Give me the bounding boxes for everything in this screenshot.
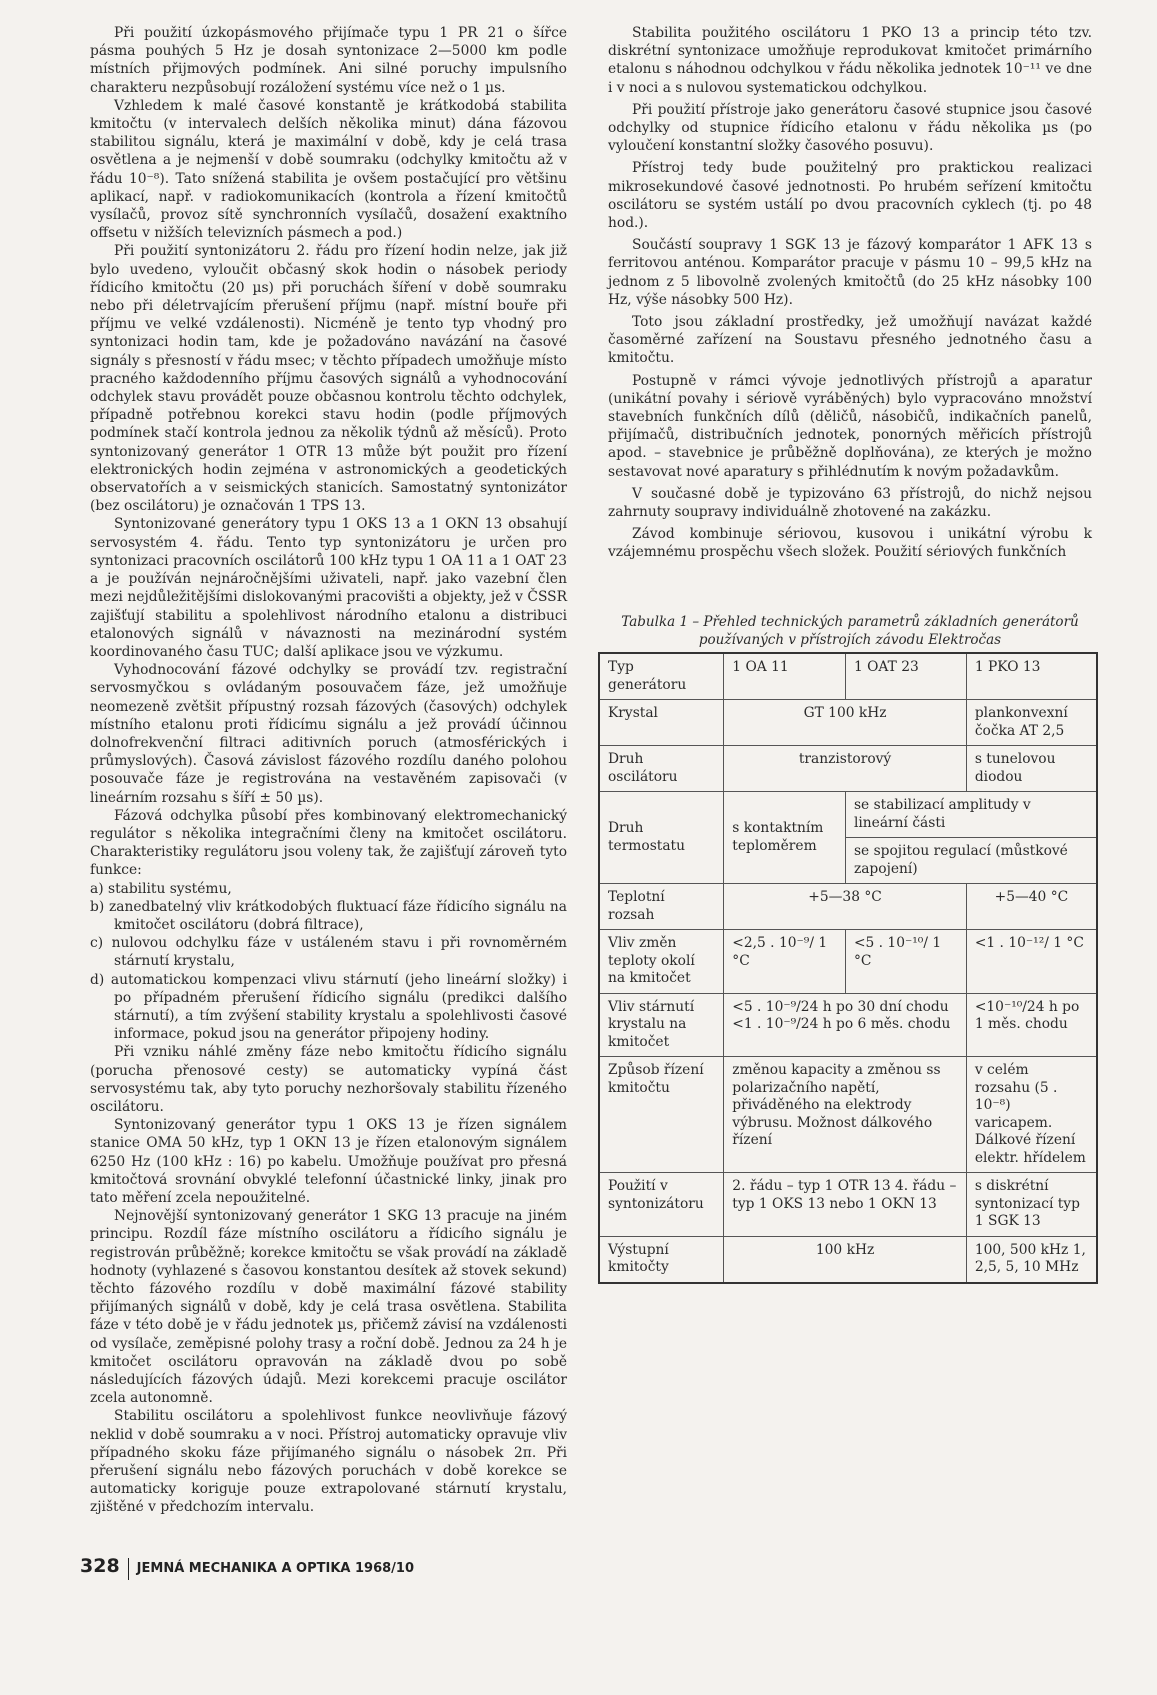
table-cell: s tunelovou diodou <box>966 746 1097 792</box>
paragraph: Při použití syntonizátoru 2. řádu pro řízení hodin nelze, jak již bylo uvedeno, vyloučit občasný skok hodin o násobek periody řídicího kmitočtu (20 µs) při poruchách šíření v době soumraku nebo při déletrvajícím přerušení příjmu (např. místní bouře při příjmu ve velké vzdálenosti). Nicméně je tento typ vhodný pro syntonizaci hodin tam, kde je požadováno navázání na časové signály s přesností v řádu msec; v těchto případech umožňuje místo pracného každodenního příjmu časových signálů a vyhodnocování odchylek stavu provádět pouze občasnou kontrolu těchto odchylek, případně potřebnou korekci stavu hodin (podle příjmových podmínek stačí kontrola jednou za několik týdnů až měsíců). Proto syntonizovaný generátor 1 OTR 13 může být použit pro řízení elektronických hodin zejména v astronomických a geodetických observatořích a v seismických stanicích. Samostatný syntonizátor (bez oscilátoru) je označován 1 TPS 13. <box>90 243 567 515</box>
row-label: Vliv změn teploty okolí na kmitočet <box>599 930 724 994</box>
table-row <box>599 700 1097 746</box>
row-label: Vliv stárnutí krystalu na kmitočet <box>599 993 724 1057</box>
table-cell: tranzistorový <box>724 746 967 792</box>
table-cell: změnou kapacity a změnou ss polarizačního napětí, přiváděného na elektrody výbrusu. Možnost dálkového řízení <box>724 1057 967 1173</box>
table-row <box>599 884 1097 930</box>
function-list <box>90 880 567 1044</box>
list-item: a) stabilitu systému, <box>90 880 232 897</box>
row-label: Použití v syntonizátoru <box>599 1173 724 1237</box>
list-item: b) zanedbatelný vliv krátkodobých fluktuací fáze řídicího signálu na kmitočet oscilátoru (dobrá filtrace), <box>90 898 567 933</box>
table-cell: s diskrétní syntonizací typ 1 SGK 13 <box>966 1173 1097 1237</box>
row-label: Druh termostatu <box>599 792 724 884</box>
paragraph: Vyhodnocování fázové odchylky se provádí tzv. registrační servosmyčkou s ovládaným posouvačem fáze, jež umožňuje neomezeně zvětšit přípustný rozsah fázových (časových) odchylek místního etalonu proti řídicímu signálu a jež provádí účinnou dolnofrekvenční filtraci aditivních poruch (atmosférických i průmyslových). Časová závislost fázového rozdílu daného polohou posouvače fáze je registrována na vestavěném zapisovači (v lineárním rozsahu s šíří ± 50 µs). <box>90 662 567 806</box>
table-cell: <10⁻¹⁰/24 h po 1 měs. chodu <box>966 993 1097 1057</box>
right-column <box>608 24 1092 562</box>
table-caption: Tabulka 1 – Přehled technických parametrů základních generátorů používaných v přístrojích závodu Elektročas <box>621 614 1079 648</box>
page-footer <box>80 1555 414 1580</box>
row-label: Výstupní kmitočty <box>599 1236 724 1283</box>
list-item: d) automatickou kompenzaci vlivu stárnutí (jeho lineární složky) i po případném přerušení řídicího signálu (predikci dalšího stárnutí), a tím zvýšení stability krystalu a spolehlivosti časové informace, pokud jsou na generátor připojeny hodiny. <box>90 971 567 1043</box>
table-row <box>599 930 1097 994</box>
table-cell: <2,5 . 10⁻⁹/ 1 °C <box>724 930 846 994</box>
paragraph: Stabilita použitého oscilátoru 1 PKO 13 a princip této tzv. diskrétní syntonizace umožňuje reprodukovat kmitočet primárního etalonu s náhodnou odchylkou v řádu několika jednotek 10⁻¹¹ ve dne i v noci a s nulovou systematickou odchylkou. <box>608 25 1092 96</box>
paragraph: Přístroj tedy bude použitelný pro praktickou realizaci mikrosekundové časové jednotnosti. Po hrubém seřízení kmitočtu oscilátoru se systém ustálí po dvou pracovních cyklech (tj. po 48 hod.). <box>608 160 1092 232</box>
paragraph: Syntonizované generátory typu 1 OKS 13 a 1 OKN 13 obsahují servosystém 4. řádu. Tento typ syntonizátoru je určen pro syntonizaci pracovních oscilátorů 100 kHz typu 1 OA 11 a 1 OAT 23 a je používán nejnáročnějšími uživateli, např. jako vazební člen mezi nejdůležitějšími dislokovanými pracovišti a objekty, jež v ČSSR zajišťují stabilitu a spolehlivost národního etalonu a distribuci etalonových signálů v návaznosti na mezinárodní systém koordinovaného času TUC; další aplikace jsou ve výzkumu. <box>90 516 567 660</box>
table-cell: +5—38 °C <box>724 884 967 930</box>
paragraph: Toto jsou základní prostředky, jež umožňují navázat každé časoměrné zařízení na Soustavu přesného jednotného času a kmitočtu. <box>608 314 1092 367</box>
paragraph: Při vzniku náhlé změny fáze nebo kmitočtu řídicího signálu (porucha přenosové cesty) se automaticky vypíná část servosystému tak, aby tyto poruchy nezhoršovaly stabilitu řízeného oscilátoru. <box>90 1044 567 1115</box>
table-cell: se spojitou regulací (můstkové zapojení) <box>845 838 1097 884</box>
row-label: Krystal <box>599 700 724 746</box>
table-cell: 100 kHz <box>724 1236 967 1283</box>
table-cell: <5 . 10⁻⁹/24 h po 30 dní chodu <1 . 10⁻⁹/24 h po 6 měs. chodu <box>724 993 967 1057</box>
paragraph: Při použití přístroje jako generátoru časové stupnice jsou časové odchylky od stupnice řídicího etalonu v řádu několika µs (po vyloučení konstantní složky časového posuvu). <box>608 101 1092 155</box>
table-cell: <1 . 10⁻¹²/ 1 °C <box>966 930 1097 994</box>
row-label: Druh oscilátoru <box>599 746 724 792</box>
table-cell: GT 100 kHz <box>724 700 967 746</box>
table-row <box>599 746 1097 792</box>
table-row <box>599 792 1097 838</box>
page-number: 328 <box>80 1555 120 1577</box>
table-cell: plankonvexní čočka AT 2,5 <box>966 700 1097 746</box>
paragraph: Nejnovější syntonizovaný generátor 1 SKG 13 pracuje na jiném principu. Rozdíl fáze místního oscilátoru a řídicího signálu je registrován průběžně; korekce kmitočtu se však provádí na základě hodnoty (vyhlazené s časovou konstantou desítek až stovek sekund) těchto fázového rozdílu v době maximální fázové stability přijímaných signálů v době, kdy je celá trasa osvětlena. Stabilita fáze v této době je v řádu jednotek µs, přičemž závisí na vzdálenosti od vysílače, zeměpisné polohy trasy a roční době. Jednou za 24 h je kmitočet oscilátoru opravován na základě dvou po sobě následujících fázových údajů. Mezi korekcemi pracuje oscilátor zcela autonomně. <box>90 1208 567 1407</box>
left-column <box>90 24 567 1517</box>
journal-name: JEMNÁ MECHANIKA A OPTIKA 1968/10 <box>136 1561 415 1576</box>
table-row <box>599 993 1097 1057</box>
column-header: 1 PKO 13 <box>966 653 1097 700</box>
table-cell: v celém rozsahu (5 . 10⁻⁸) varicapem. Dálkové řízení elektr. hřídelem <box>966 1057 1097 1173</box>
table-cell: s kontaktním teploměrem <box>724 792 846 884</box>
table-row <box>599 1057 1097 1173</box>
column-header: 1 OAT 23 <box>845 653 966 700</box>
table-cell: se stabilizací amplitudy v lineární části <box>845 792 1097 838</box>
paragraph: Fázová odchylka působí přes kombinovaný elektromechanický regulátor s několika integračními členy na kmitočet oscilátoru. Charakteristiky regulátoru jsou voleny tak, že zajišťují zároveň tyto funkce: <box>90 807 567 879</box>
paragraph: Součástí soupravy 1 SGK 13 je fázový komparátor 1 AFK 13 s ferritovou anténou. Komparátor pracuje v pásmu 10 – 99,5 kHz na jednom z 5 libovolně zvolených kmitočtů (do 25 kHz násobky 100 Hz, výše násobky 500 Hz). <box>608 237 1092 308</box>
column-header: 1 OA 11 <box>724 653 846 700</box>
parameters-table <box>598 652 1098 1284</box>
table-cell: +5—40 °C <box>966 884 1097 930</box>
table-row <box>599 1236 1097 1283</box>
list-item: c) nulovou odchylku fáze v ustáleném stavu i při rovnoměrném stárnutí krystalu, <box>90 935 567 970</box>
table-cell: 100, 500 kHz 1, 2,5, 5, 10 MHz <box>966 1236 1097 1283</box>
footer-divider <box>128 1558 129 1580</box>
table-row <box>599 653 1097 700</box>
row-label: Typ generátoru <box>599 653 724 700</box>
paragraph: V současné době je typizováno 63 přístrojů, do nichž nejsou zahrnuty soupravy individuálně zhotovené na zakázku. <box>608 485 1092 521</box>
paragraph: Při použití úzkopásmového přijímače typu 1 PR 21 o šířce pásma pouhých 5 Hz je dosah syntonizace 2—5000 km podle místních přijmových podmínek. Ani silné poruchy impulsního charakteru nezpůsobují rozáložení systému více než o 1 µs. <box>90 25 567 96</box>
table-row <box>599 1173 1097 1237</box>
paragraph: Závod kombinuje sériovou, kusovou i unikátní výrobu k vzájemnému prospěchu všech složek. Použití sériových funkčních <box>608 526 1092 561</box>
row-label: Teplotní rozsah <box>599 884 724 930</box>
row-label: Způsob řízení kmitočtu <box>599 1057 724 1173</box>
table-cell: 2. řádu – typ 1 OTR 13 4. řádu – typ 1 OKS 13 nebo 1 OKN 13 <box>724 1173 967 1237</box>
table-cell: <5 . 10⁻¹⁰/ 1 °C <box>845 930 966 994</box>
paragraph: Postupně v rámci vývoje jednotlivých přístrojů a aparatur (unikátní povahy i sériově vyráběných) bylo vypracováno množství stavebních funkčních dílů (děličů, násobičů, indikačních panelů, přijímačů, distribučních jednotek, ponorných měřicích přístrojů apod. – stavebnice je průběžně doplňována), ze kterých je možno sestavovat nové aparatury s přihlédnutím k novým požadavkům. <box>608 372 1092 480</box>
paragraph: Vzhledem k malé časové konstantě je krátkodobá stabilita kmitočtu (v intervalech delších několika minut) dána fázovou stabilitou signálu, která je maximální v době, kdy je celá trasa osvětlena a je nejmenší v době soumraku (odchylky kmitočtu až v řádu 10⁻⁸). Tato snížená stabilita je ovšem postačující pro většinu aplikací, např. v radiokomunikacích (kontrola a řízení kmitočtů vysílačů, provoz sítě synchronních vysílačů, dosažení exaktního offsetu v nižších televizních pásmech a pod.) <box>90 97 567 242</box>
paragraph: Stabilitu oscilátoru a spolehlivost funkce neovlivňuje fázový neklid v době soumraku a v noci. Přístroj automaticky opravuje vliv případného skoku fáze přijímaného signálu o násobek 2π. Při přerušení signálu nebo fázových poruchách v době korekce se automaticky koriguje pouze extrapolované stárnutí krystalu, zjištěné v předchozím intervalu. <box>90 1408 567 1516</box>
paragraph: Syntonizovaný generátor typu 1 OKS 13 je řízen signálem stanice OMA 50 kHz, typ 1 OKN 13 je řízen etalonovým signálem 6250 Hz (100 kHz : 16) po kabelu. Umožňuje používat pro přesná kmitočtová srovnání obvyklé telefonní účastnické linky, jinak pro tato měření zcela nepoužitelné. <box>90 1117 567 1206</box>
